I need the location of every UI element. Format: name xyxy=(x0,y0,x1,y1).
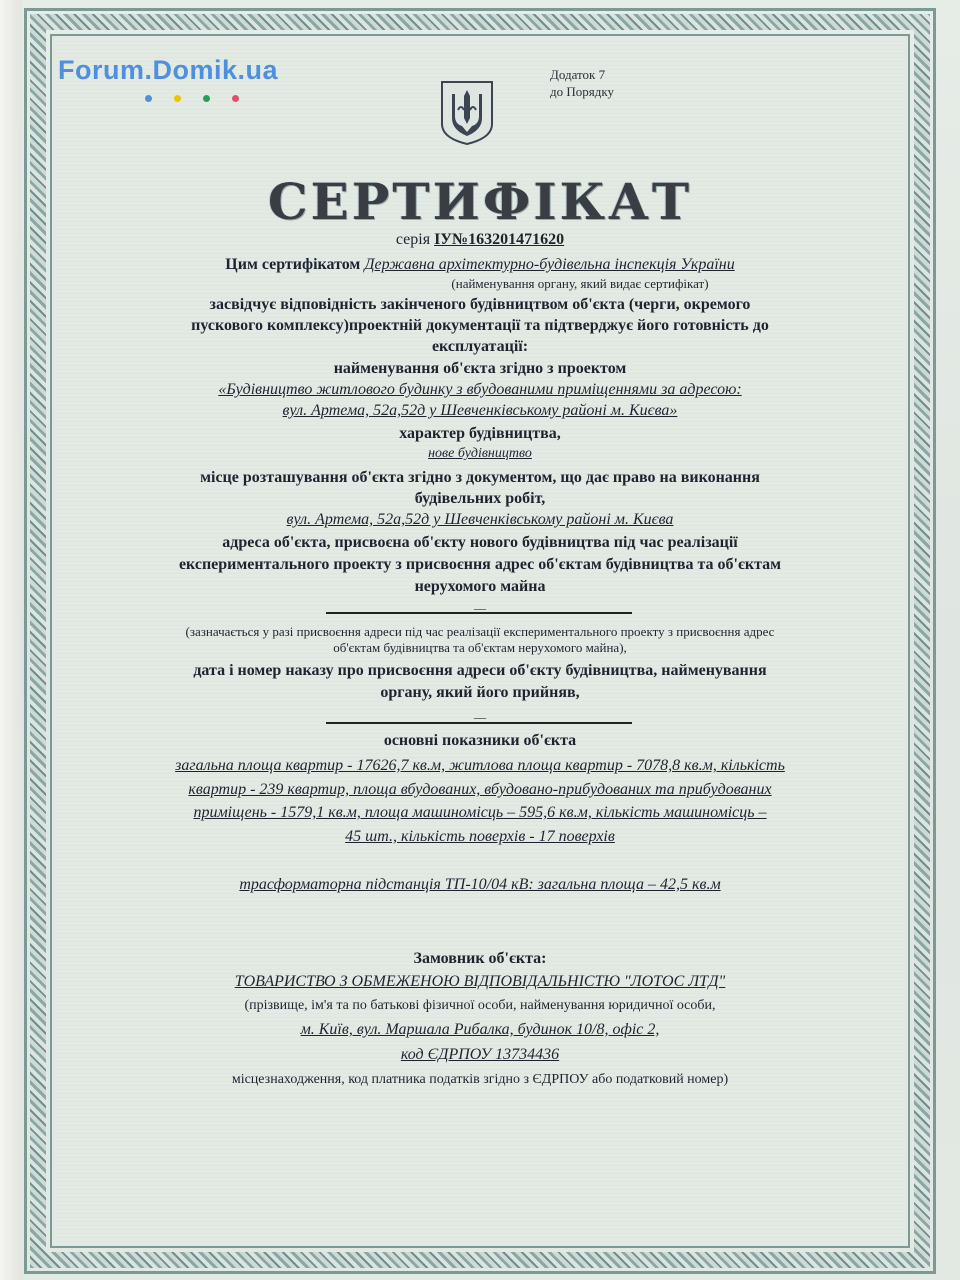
indicators-line-4: 45 шт., кількість поверхів - 17 поверхів xyxy=(345,828,615,845)
order-line-1: дата і номер наказу про присвоєння адреси об'єкту будівництва, найменування xyxy=(193,662,767,679)
watermark-dot xyxy=(174,95,181,102)
customer-code: код ЄДРПОУ 13734436 xyxy=(400,1046,560,1063)
customer-name: ТОВАРИСТВО З ОБМЕЖЕНОЮ ВІДПОВІДАЛЬНІСТЮ "ЛОТОС ЛТД" xyxy=(234,973,726,990)
series-label: серія xyxy=(395,231,431,248)
indicators-line-1: загальна площа квартир - 17626,7 кв.м, житлова площа квартир - 7078,8 кв.м, кількість xyxy=(175,757,785,774)
address-note-line-2: об'єктам будівництва та об'єктам нерухомого майна), xyxy=(333,640,627,655)
certificate-title: СЕРТИФІКАТ xyxy=(267,172,693,231)
statement-line-1: засвідчує відповідність закінченого будівництвом об'єкта (черги, окремого xyxy=(209,296,751,313)
annex-reference xyxy=(550,66,614,100)
object-name-line-2: вул. Артема, 52а,52д у Шевченківському районі м. Києва» xyxy=(282,402,678,419)
statement-line-3: експлуатації: xyxy=(431,338,529,355)
customer-note: (прізвище, ім'я та по батькові фізичної особи, найменування юридичної особи, xyxy=(244,998,716,1013)
watermark-dots xyxy=(145,89,261,107)
location-line-2: будівельних робіт, xyxy=(414,490,546,507)
indicators-line-2: квартир - 239 квартир, площа вбудованих, вбудовано-прибудованих та прибудованих xyxy=(188,781,772,798)
indicators-extra: трасформаторна підстанція ТП-10/04 кВ: загальна площа – 42,5 кв.м xyxy=(239,876,721,893)
order-dash: — xyxy=(474,710,486,724)
indicators-line-3: приміщень - 1579,1 кв.м, площа машиномісць – 595,6 кв.м, кількість машиномісць – xyxy=(193,804,767,821)
customer-address: м. Київ, вул. Маршала Рибалка, будинок 10/8, офіс 2, xyxy=(300,1021,660,1038)
series-line xyxy=(0,231,960,249)
order-line-2: органу, який його прийняв, xyxy=(380,684,580,701)
indicators-label: основні показники об'єкта xyxy=(383,732,577,749)
series-number: ІУ№163201471620 xyxy=(434,231,565,248)
issuer-line xyxy=(0,256,960,274)
location-line-1: місце розташування об'єкта згідно з документом, що дає право на виконання xyxy=(200,469,760,486)
address-dash: — xyxy=(474,601,486,615)
address-note-line-1: (зазначається у разі присвоєння адреси під час реалізації експериментального проекту з присвоєння адрес xyxy=(185,624,775,639)
annex-line-2: до Порядку xyxy=(550,84,614,99)
address-line-3: нерухомого майна xyxy=(414,578,546,595)
watermark-dot xyxy=(145,95,152,102)
watermark-logo: Forum.Domik.ua xyxy=(58,55,279,85)
watermark-dot xyxy=(203,95,210,102)
construction-type-label: характер будівництва, xyxy=(399,425,561,442)
issuer-note: (найменування органу, який видає сертифікат) xyxy=(451,276,709,291)
watermark-dot xyxy=(232,95,239,102)
address-line-2: експериментального проекту з присвоєння адрес об'єктам будівництва та об'єктам xyxy=(178,556,782,573)
coat-of-arms-icon xyxy=(440,80,494,146)
customer-note-2: місцезнаходження, код платника податків згідно з ЄДРПОУ або податковий номер) xyxy=(231,1072,729,1087)
customer-label: Замовник об'єкта: xyxy=(413,950,547,967)
issuer-prefix: Цим сертифікатом xyxy=(225,256,361,273)
statement-line-2: пускового комплексу)проектній документації та підтверджує його готовність до xyxy=(191,317,769,334)
location-value: вул. Артема, 52а,52д у Шевченківському районі м. Києва xyxy=(286,511,674,528)
object-name-label: найменування об'єкта згідно з проектом xyxy=(333,360,627,377)
construction-type-value: нове будівництво xyxy=(428,446,532,461)
issuer-name: Державна архітектурно-будівельна інспекція України xyxy=(364,256,735,273)
object-name-line-1: «Будівництво житлового будинку з вбудованими приміщеннями за адресою: xyxy=(218,381,742,398)
annex-line-1: Додаток 7 xyxy=(550,67,606,82)
address-line-1: адреса об'єкта, присвоєна об'єкту нового будівництва під час реалізації xyxy=(222,534,738,551)
